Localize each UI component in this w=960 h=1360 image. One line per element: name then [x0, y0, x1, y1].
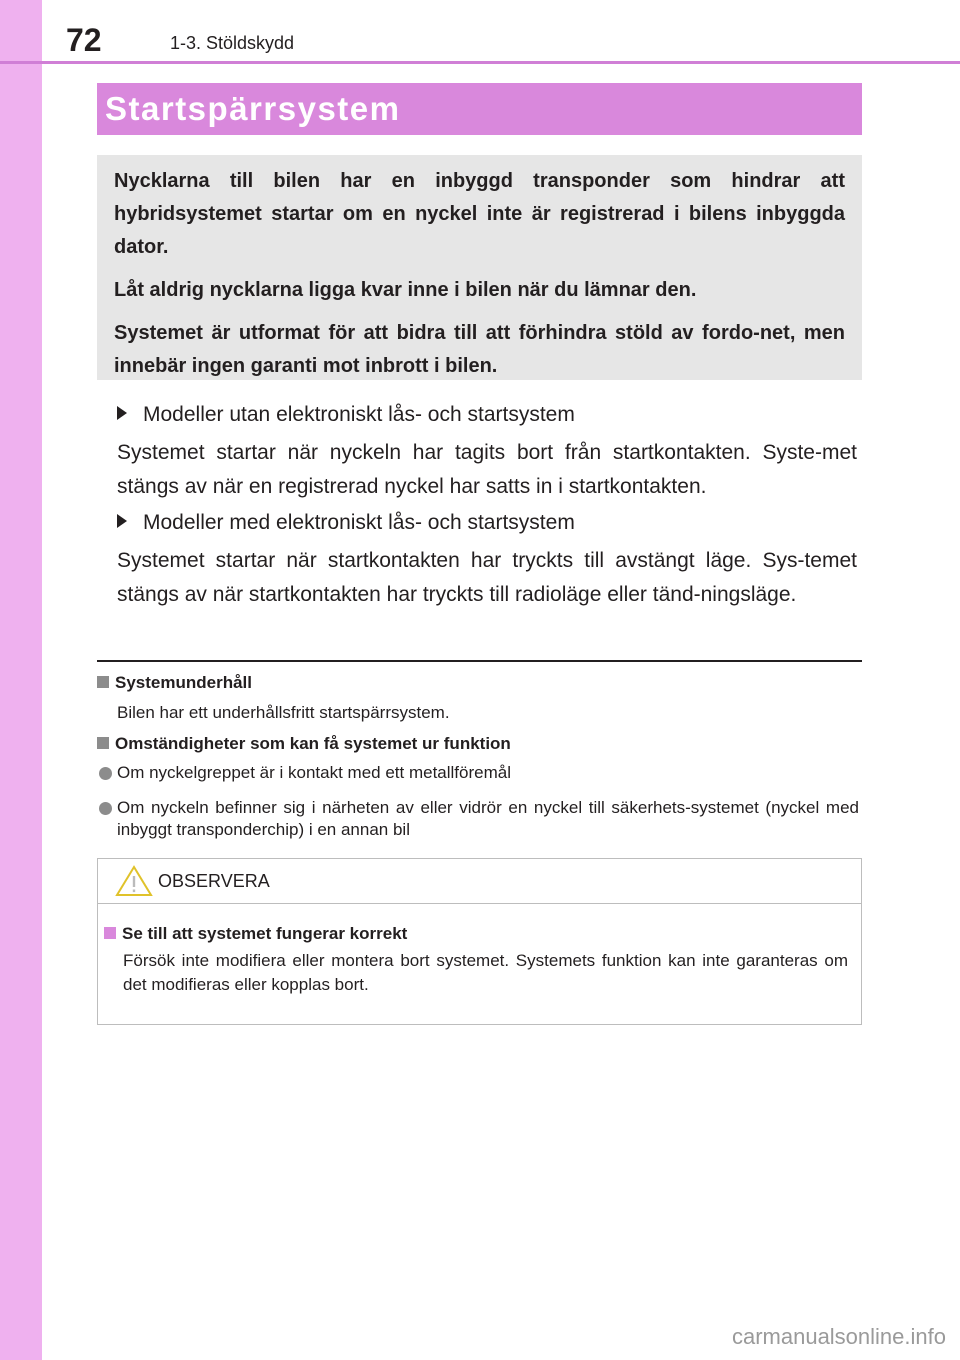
section-title: Startspärrsystem: [105, 90, 401, 127]
circle-bullet-icon: [99, 767, 112, 780]
intro-paragraph: Nycklarna till bilen har en inbyggd transponder som hindrar att hybridsystemet startar om en nyckel inte är registrerad i bilens inbyggda dator.: [114, 170, 845, 258]
list-item: [99, 797, 859, 841]
caution-box: [97, 858, 862, 1025]
model-heading: [117, 401, 575, 429]
chapter-side-bar: [0, 0, 42, 1360]
caution-text: Försök inte modifiera eller montera bort systemet. Systemets funktion kan inte garanteras om det modifieras eller kopplas bort.: [123, 951, 848, 994]
chapter-reference: 1-3. Stöldskydd: [170, 33, 295, 53]
caution-header: [98, 859, 861, 904]
note-text: Bilen har ett underhållsfritt startspärrsystem.: [117, 703, 450, 722]
model-heading: [117, 509, 575, 537]
header-rule: [0, 61, 960, 64]
section-title-bar: [97, 83, 862, 135]
model-text: Systemet startar när nyckeln har tagits bort från startkontakten. Syste-met stängs av när en registrerad nyckel har satts in i startkontakten.: [117, 441, 857, 498]
circle-bullet-icon: [99, 802, 112, 815]
watermark: carmanualsonline.info: [731, 1324, 946, 1349]
list-item-text: Om nyckeln befinner sig i närheten av eller vidrör en nyckel till säkerhets-systemet (nyckel med inbyggt transponderchip) i en annan bil: [117, 798, 859, 839]
square-bullet-icon: [97, 737, 109, 749]
square-bullet-icon: [97, 676, 109, 688]
model-text: Systemet startar när startkontakten har tryckts till avstängt läge. Sys-temet stängs av när startkontakten har tryckts till radioläge eller tänd-ningsläge.: [117, 549, 857, 606]
intro-paragraph: Systemet är utformat för att bidra till att förhindra stöld av fordo-net, men innebär ingen garanti mot inbrott i bilen.: [114, 322, 845, 377]
page-number: 72: [66, 22, 102, 58]
triangle-bullet-icon: [117, 406, 127, 420]
square-bullet-icon: [104, 927, 116, 939]
warning-triangle-icon: [115, 865, 153, 897]
caution-label: OBSERVERA: [158, 871, 270, 891]
caution-heading: [104, 922, 407, 946]
list-item: [99, 762, 859, 784]
model-heading-label: Modeller med elektroniskt lås- och startsystem: [143, 511, 575, 534]
note-heading: [97, 732, 511, 756]
model-heading-label: Modeller utan elektroniskt lås- och startsystem: [143, 403, 575, 426]
note-heading: [97, 671, 252, 695]
triangle-bullet-icon: [117, 514, 127, 528]
list-item-text: Om nyckelgreppet är i kontakt med ett metallföremål: [117, 763, 511, 782]
intro-paragraph: Låt aldrig nycklarna ligga kvar inne i bilen när du lämnar den.: [114, 279, 697, 301]
note-heading-label: Omständigheter som kan få systemet ur funktion: [115, 734, 511, 753]
caution-heading-label: Se till att systemet fungerar korrekt: [122, 924, 408, 943]
intro-box: [97, 155, 862, 380]
note-heading-label: Systemunderhåll: [115, 673, 252, 692]
section-divider: [97, 660, 862, 662]
